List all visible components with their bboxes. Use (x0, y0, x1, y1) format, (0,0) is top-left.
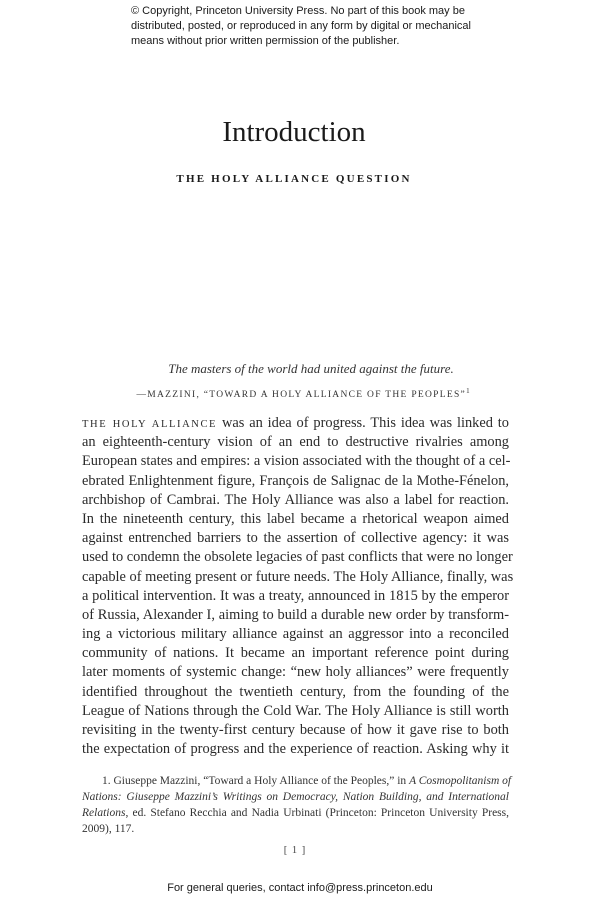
epigraph (0, 360, 600, 402)
body-paragraph (82, 414, 514, 759)
footnote-book-title: Nations: Giuseppe Mazzini’s Writings on Democracy, Nation Building, and International (82, 791, 509, 803)
body-line: a political intervention. It was a treaty, announced in 1815 by the emperor (82, 587, 509, 604)
lead-in-smallcaps: THE HOLY ALLIANCE (82, 419, 218, 430)
footnote-book-title: Relations (82, 807, 126, 819)
body-line: used to condemn the obsolete legacies of past conflicts that were no longer (82, 549, 513, 566)
footnote-text: , ed. Stefano Recchia and Nadia Urbinati (Princeton: Princeton University Press, (125, 807, 509, 819)
body-line: League of Nations through the Cold War. The Holy Alliance is still worth (82, 702, 509, 719)
body-line: against entrenched barriers to the assertion of collective agency: it was (82, 530, 509, 547)
body-line: capable of meeting present or future needs. The Holy Alliance, finally, was (82, 568, 514, 585)
footnote-line (82, 789, 509, 805)
chapter-title: Introduction (222, 116, 366, 148)
body-line (82, 414, 509, 433)
copyright-line: © Copyright, Princeton University Press. No part of this book may be (131, 5, 465, 17)
body-line: ebrated Enlightenment figure, François de Salignac de la Mothe-Fénelon, (82, 472, 509, 489)
footnote-text: 1. Giuseppe Mazzini, “Toward a Holy Alliance of the Peoples,” in (102, 775, 410, 787)
chapter-subtitle: THE HOLY ALLIANCE QUESTION (176, 173, 412, 185)
body-line: the expectation of progress and the experience of reaction. Asking why it (82, 741, 509, 758)
page-number: [ 1 ] (283, 845, 307, 856)
footnote-book-title: A Cosmopolitanism of (409, 775, 512, 787)
copyright-line: distributed, posted, or reproduced in any form by digital or mechanical (131, 20, 471, 32)
epigraph-quote: The masters of the world had united against the future. (168, 361, 454, 376)
body-line: European states and empires: a vision associated with the thought of a cel- (82, 453, 511, 470)
epigraph-attribution (6, 384, 600, 402)
body-line: later moments of systemic change: “new holy alliances” were frequently (82, 664, 509, 681)
copyright-line: means without prior written permission of the publisher. (131, 35, 400, 47)
copyright-notice (131, 4, 491, 49)
footnote (82, 773, 512, 837)
footnote-line (82, 773, 512, 789)
footnote-reference[interactable]: 1 (466, 387, 470, 395)
contact-footer: For general queries, contact info@press.princeton.edu (167, 882, 433, 894)
epigraph-attribution-text: —MAZZINI, “TOWARD A HOLY ALLIANCE OF THE PEOPLES” (136, 390, 467, 400)
body-line: an eighteenth-century vision of an end to destructive rivalries among (82, 434, 509, 451)
body-line: ing a victorious military alliance against an aggressor into a reconciled (82, 626, 509, 643)
body-line: community of nations. It became an important reference point during (82, 645, 509, 662)
body-line-text: was an idea of progress. This idea was linked to (217, 415, 509, 431)
body-line: archbishop of Cambrai. The Holy Alliance was also a label for reaction. (82, 491, 509, 508)
body-line: identified throughout the twentieth century, from the founding of the (82, 683, 509, 700)
body-line: In the nineteenth century, this label became a rhetorical weapon aimed (82, 510, 509, 527)
footnote-line: 2009), 117. (82, 823, 135, 835)
footnote-line (82, 805, 509, 821)
body-line: revisiting in the twenty-first century because of how it gave rise to both (82, 722, 509, 738)
body-line: of Russia, Alexander I, aiming to build a durable new order by transform- (82, 606, 509, 623)
